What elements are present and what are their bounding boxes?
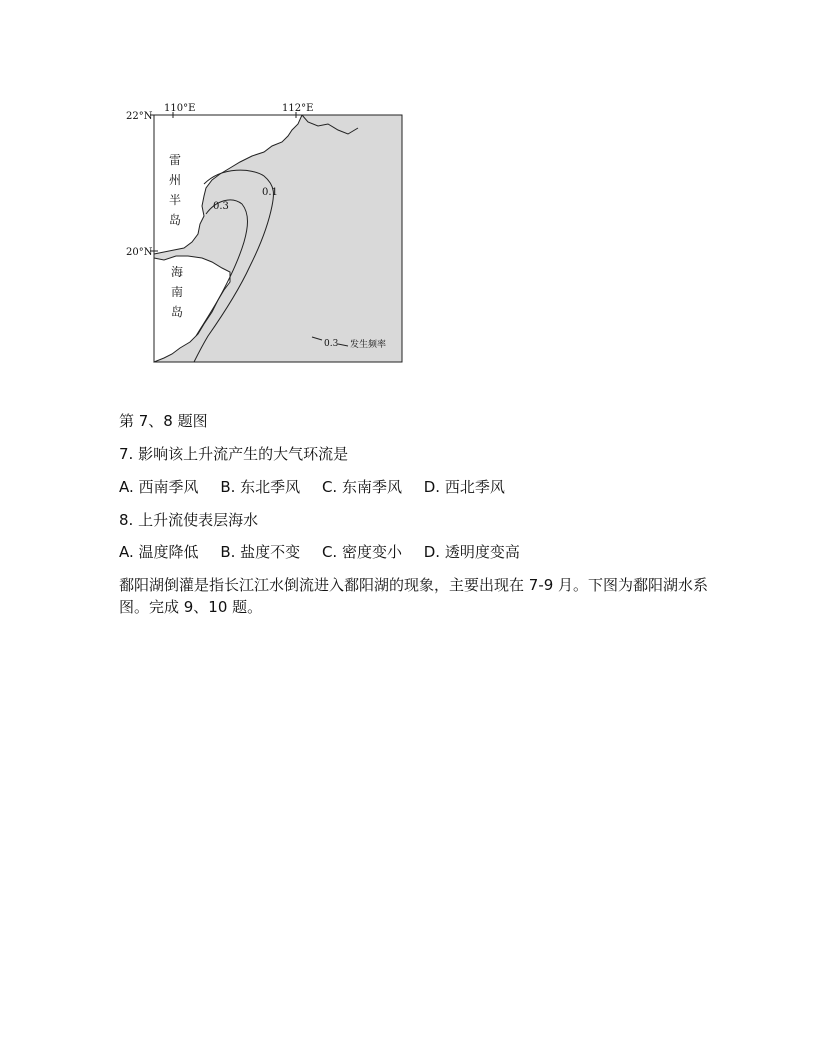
hainan-char-3: 岛 bbox=[171, 305, 184, 319]
q7-option-c: C. 东南季风 bbox=[321, 478, 402, 496]
lon-label-112e: 112°E bbox=[282, 103, 314, 114]
q8-option-a: A. 温度降低 bbox=[119, 543, 199, 561]
lat-label-22n: 22°N bbox=[126, 111, 153, 122]
q7-option-b: B. 东北季风 bbox=[220, 478, 301, 496]
leizhou-char-1: 雷 bbox=[169, 153, 182, 167]
passage-poyang: 鄱阳湖倒灌是指长江江水倒流进入鄱阳湖的现象，主要出现在 7-9 月。下图为鄱阳湖水系图。完成 9、10 题。 bbox=[119, 576, 709, 616]
q8-option-b: B. 盐度不变 bbox=[220, 543, 301, 561]
question-8-options bbox=[119, 541, 537, 563]
question-7-stem: 7. 影响该上升流产生的大气环流是 bbox=[119, 445, 349, 463]
legend-value: 0.3 bbox=[324, 339, 339, 349]
q7-option-d: D. 西北季风 bbox=[423, 478, 505, 496]
map-svg bbox=[112, 96, 412, 376]
lon-label-110e: 110°E bbox=[164, 103, 196, 114]
leizhou-char-3: 半 bbox=[169, 193, 182, 207]
leizhou-char-4: 岛 bbox=[169, 213, 182, 227]
hainan-char-2: 南 bbox=[171, 285, 184, 299]
q8-option-c: C. 密度变小 bbox=[321, 543, 402, 561]
hainan-char-1: 海 bbox=[171, 265, 184, 279]
q7-option-a: A. 西南季风 bbox=[119, 478, 199, 496]
leizhou-char-2: 州 bbox=[169, 173, 182, 187]
upwelling-map bbox=[112, 96, 412, 376]
contour-label-inner: 0.3 bbox=[213, 201, 229, 212]
contour-label-outer: 0.1 bbox=[262, 187, 278, 198]
figure-caption: 第 7、8 题图 bbox=[119, 412, 208, 430]
question-7-options bbox=[119, 476, 522, 498]
question-8-stem: 8. 上升流使表层海水 bbox=[119, 511, 259, 529]
legend-label: 发生频率 bbox=[350, 340, 387, 350]
lat-label-20n: 20°N bbox=[126, 247, 153, 258]
q8-option-d: D. 透明度变高 bbox=[423, 543, 520, 561]
